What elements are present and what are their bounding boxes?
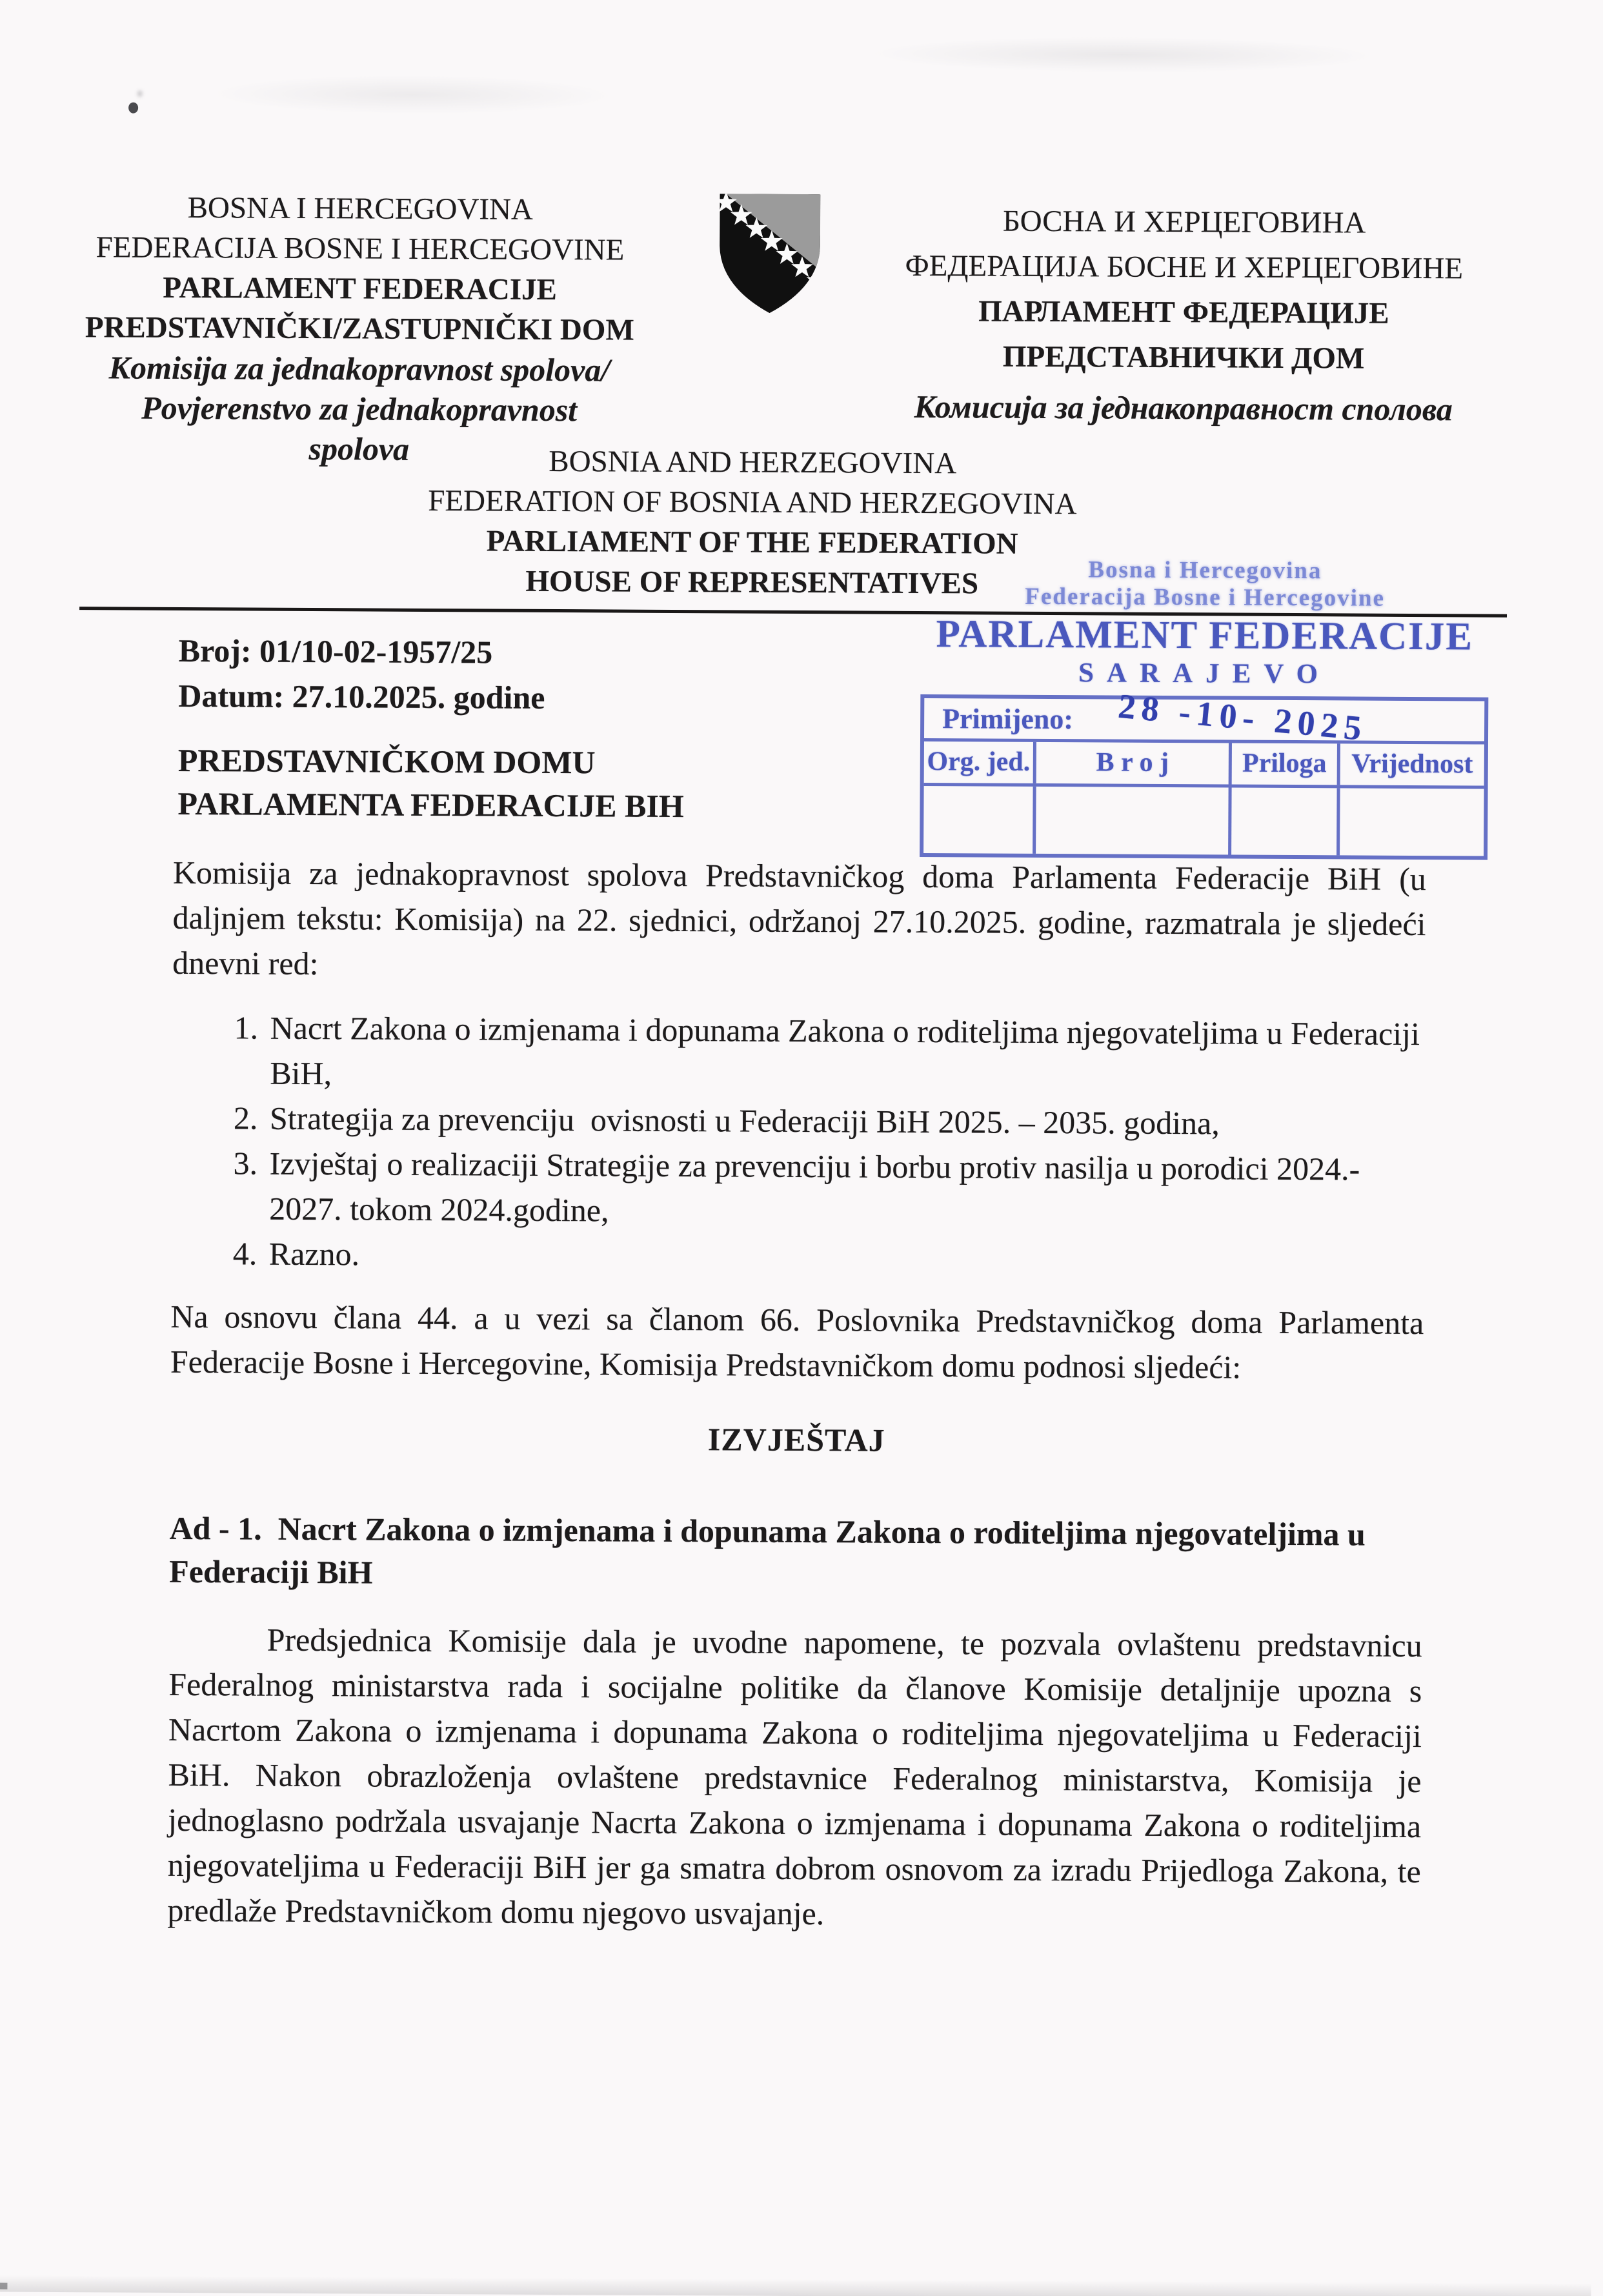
- stamp-org-line: Bosna i Hercegovina: [1088, 556, 1322, 585]
- agenda-item: 4. Razno.: [265, 1231, 1424, 1282]
- stamp-empty-cell: [1036, 787, 1232, 855]
- stamp-empty-cell: [1231, 788, 1340, 856]
- stamp-col-org-jed: Org. jed.: [924, 741, 1036, 783]
- stamp-org-line: Federacija Bosne i Hercegovine: [1025, 583, 1386, 612]
- ad1-heading: Ad - 1. Nacrt Zakona o izmjenama i dopunama Zakona o roditeljima njegovateljima u Federaciji BiH: [169, 1509, 1374, 1591]
- reference-block: [178, 628, 545, 720]
- letterhead-line: spolova: [308, 430, 410, 467]
- agenda-item: 3. Izvještaj o realizaciji Strategije za prevenciju i borbu protiv nasilja u porodici 2024.- 2027. tokom 2024.godine,: [265, 1141, 1425, 1237]
- letterhead-left: [81, 187, 638, 470]
- letterhead-line: Povjerenstvo za jednakopravnost: [141, 389, 578, 428]
- stamp-empty-cell: [1340, 788, 1484, 856]
- addressee-line: PREDSTAVNIČKOM DOMU: [177, 741, 596, 781]
- receipt-stamp: [920, 556, 1489, 860]
- addressee-line: PARLAMENTA FEDERACIJE BIH: [177, 785, 684, 825]
- letterhead-line: PREDSTAVNIČKI/ZASTUPNIČKI DOM: [85, 310, 634, 347]
- agenda-list: [171, 1005, 1426, 1282]
- document-body: [167, 850, 1426, 1939]
- stamp-col-vrijednost: Vrijednost: [1351, 749, 1473, 780]
- reference-date: Datum: 27.10.2025. godine: [178, 677, 545, 716]
- stamp-empty-row: [923, 786, 1484, 856]
- stamp-received-row: [924, 686, 1484, 749]
- letterhead-line: HOUSE OF REPRESENTATIVES: [525, 564, 979, 601]
- letterhead-line: БОСНА И ХЕРЦЕГОВИНА: [1002, 204, 1366, 240]
- stamp-table: [920, 686, 1488, 860]
- report-title: IZVJEŠTAJ: [707, 1421, 885, 1458]
- letterhead-line: ПРЕДСТАВНИЧКИ ДОМ: [1002, 339, 1365, 376]
- intro-paragraph: Komisija za jednakopravnost spolova Predstavničkog doma Parlamenta Federacije BiH (u daljnjem tekstu: Komisija) na 22. sjednici, održanoj 27.10.2025. godine, razmatrala je sljedeći dnevni red:: [172, 854, 1427, 982]
- letterhead-line: BOSNIA AND HERZEGOVINA: [549, 444, 957, 481]
- legal-basis-paragraph: Na osnovu člana 44. a u vezi sa članom 66. Poslovnika Predstavničkog doma Parlamenta Federacije Bosne i Hercegovine, Komisija Predstavničkom domu podnosi sljedeći:: [170, 1298, 1424, 1385]
- scan-edge-shadow: [0, 2275, 1591, 2296]
- ink-speck: [128, 103, 138, 114]
- stamp-received-date: 28 -10- 2025: [1116, 686, 1369, 749]
- stamp-col-priloga: Priloga: [1232, 743, 1340, 785]
- addressee-block: [177, 739, 684, 828]
- letterhead-line: BOSNA I HERCEGOVINA: [187, 191, 534, 227]
- agenda-item: 1. Nacrt Zakona o izmjenama i dopunama Zakona o roditeljima njegovateljima u Federaciji BiH,: [266, 1005, 1426, 1102]
- coat-of-arms-icon: [712, 186, 827, 319]
- letterhead-right: [896, 198, 1472, 432]
- letterhead-line: ПАРЛАМЕНТ ФЕДЕРАЦИЈЕ: [978, 294, 1389, 330]
- stamp-title: PARLAMENT FEDERACIJE: [936, 612, 1474, 659]
- ad1-body-paragraph: Predsjednica Komisije dala je uvodne napomene, te pozvala ovlaštenu predstavnicu Federalnog ministarstva rada i socijalne politike da članove Komisije detaljnije upozna s Nacrtom Zakona o izmjenama i dopunama Zakona o roditeljima njegovateljima u Federaciji BiH. Nakon obrazloženja ovlaštene predstavnice Federalnog ministarstva, Komisija je jednoglasno podržala usvajanje Nacrta Zakona o izmjenama i dopunama Zakona o roditeljima njegovateljima u Federaciji BiH jer ga smatra dobrom osnovom za izradu Prijedloga Zakona, te predlaže Predstavničkom domu njegovo usvajanje.: [167, 1621, 1422, 1932]
- stamp-empty-cell: [923, 786, 1036, 854]
- agenda-item: 2. Strategija za prevenciju ovisnosti u Federaciji BiH 2025. – 2035. godina,: [266, 1096, 1425, 1147]
- scan-smudge: [871, 36, 1374, 74]
- letterhead-line: Комисија за једнакоправност сполова: [914, 388, 1453, 428]
- scan-corner-mark: [0, 2282, 7, 2289]
- scan-smudge: [212, 74, 612, 115]
- letterhead-line: Komisija za jednakopravnost spolova/: [108, 349, 610, 388]
- letterhead-line: PARLIAMENT OF THE FEDERATION: [486, 524, 1018, 561]
- letterhead-line: FEDERATION OF BOSNIA AND HERZEGOVINA: [428, 483, 1077, 521]
- letterhead-line: ФЕДЕРАЦИЈА БОСНЕ И ХЕРЦЕГОВИНЕ: [905, 248, 1464, 286]
- stamp-received-label: Primijeno:: [942, 703, 1074, 736]
- letterhead-line: PARLAMENT FEDERACIJE: [163, 270, 558, 307]
- stamp-city: SARAJEVO: [1078, 658, 1331, 690]
- stamp-header-row: [924, 741, 1484, 789]
- letterhead-line: FEDERACIJA BOSNE I HERCEGOVINE: [96, 230, 625, 267]
- stamp-col-broj: B r o j: [1036, 742, 1232, 785]
- reference-number: Broj: 01/10-02-1957/25: [178, 632, 493, 670]
